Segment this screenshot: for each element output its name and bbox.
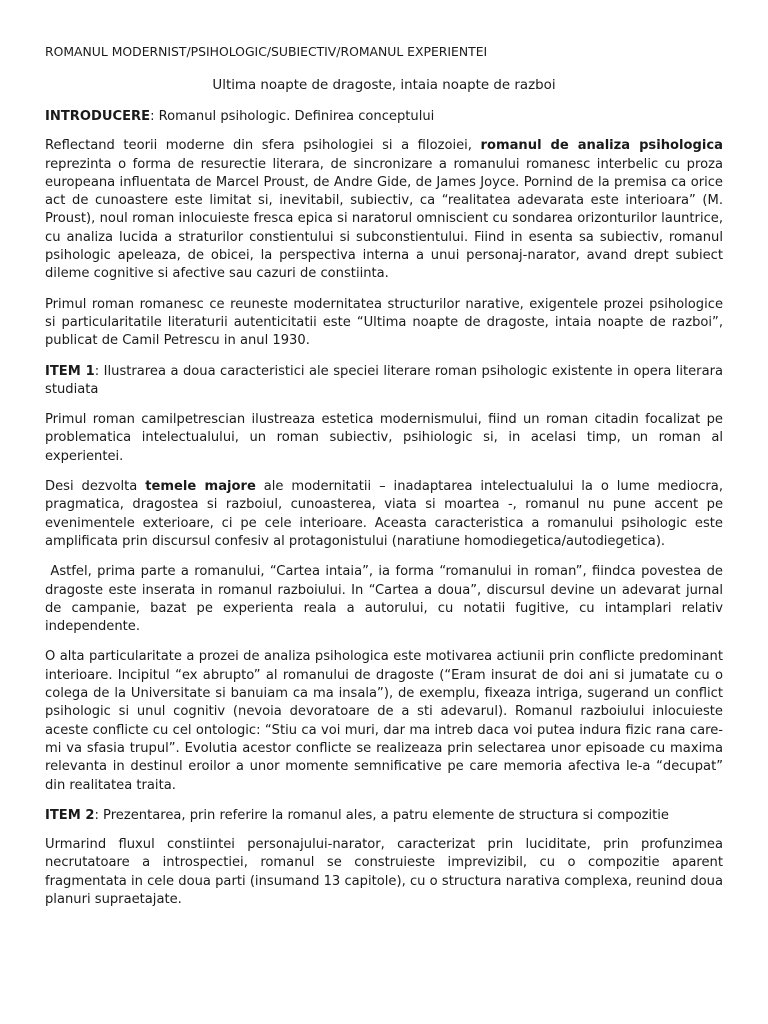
paragraph-1-bold: romanul de analiza psihologica — [480, 138, 723, 154]
item-1-label: ITEM 1 — [45, 363, 95, 379]
paragraph-6: O alta particularitate a prozei de analiza psihologica este motivarea actiunii prin conflicte predominant interioare. Incipitul “ex abrupto” al romanului de dragoste (“Eram insurat de doi ani si jumatate cu o colega de la Universitate si banuiam ca ma insala”), de exemplu, fixeaza intriga, sugerand un conflict psihologic si unul cognitiv (nevoia devoratoare de a sti adevarul). Romanul razboiului inlocuieste aceste conflicte cu cel ontologic: “Stiu ca voi muri, dar ma intreb daca voi putea indura fizic rana care-mi va sfasia trupul”. Evolutia acestor conflicte se realizeaza prin selectarea unor episoade cu maxima relevanta in destinul eroilor a unor momente semnificative pe care memoria afectiva le-a “decupat” din realitatea traita. — [45, 649, 723, 793]
section-item-2 — [45, 807, 723, 825]
paragraph-1-text-a: Reflectand teorii moderne din sfera psihologiei si a filozoiei, — [45, 138, 481, 154]
document-header: ROMANUL MODERNIST/PSIHOLOGIC/SUBIECTIV/ROMANUL EXPERIENTEI — [45, 44, 488, 59]
paragraph-4-bold: temele majore — [145, 479, 256, 495]
paragraph-4-text-b: ale modernitatii – inadaptarea intelectualului la o lume mediocra, pragmatica, dragostea si razboiul, cunoasterea, viata si moartea -, romanul nu pune accent pe evenimentele exterioare, ci pe cele interioare. Aceasta caracteristica a romanului psihologic este amplificata prin discursul confesiv al protagonistului (naratiune homodiegetica/autodiegetica). — [45, 479, 723, 549]
item-2-text: : Prezentarea, prin referire la romanul ales, a patru elemente de structura si compozitie — [94, 807, 669, 823]
paragraph-4-text-a: Desi dezvolta — [45, 479, 146, 495]
paragraph-1-text-b: reprezinta o forma de resurectie literara, de sincronizare a romanului romanesc interbelic cu proza europeana influentata de Marcel Proust, de Andre Gide, de James Joyce. Pornind de la premisa ca orice act de cunoastere este limitat si, inevitabil, subiectiv, ca “realitatea adevarata este interioara” (M. Proust), noul roman inlocuieste fresca epica si naratorul omniscient cu sondarea orizonturilor launtrice, cu analiza lucida a straturilor constientului si subconstientului. Fiind in esenta sa subiectiv, romanul psihologic apeleaza, de obicei, la perspectiva interna a unui personaj-narator, avand drept subiect dileme cognitive si afective sau cazuri de constiinta. — [45, 156, 723, 282]
section-introducere — [45, 108, 723, 126]
introducere-text: : Romanul psihologic. Definirea conceptului — [150, 109, 435, 124]
item-1-text: : Ilustrarea a doua caracteristici ale speciei literare roman psihologic existente in opera literara studiata — [45, 363, 723, 397]
paragraph-2: Primul roman romanesc ce reuneste modernitatea structurilor narative, exigentele prozei psihologice si particularitatile literaturii autenticitatii este “Ultima noapte de dragoste, intaia noapte de razboi”, publicat de Camil Petrescu in anul 1930. — [45, 296, 723, 349]
paragraph-7: Urmarind fluxul constiintei personajului-narator, caracterizat prin luciditate, prin profunzimea necrutatoare a introspectiei, romanul se construieste imprevizibil, cu o compozitie aparent fragmentata in cele doua parti (insumand 13 capitole), cu o structura narativa complexa, reunind doua planuri supraetajate. — [45, 837, 723, 907]
document-title: Ultima noapte de dragoste, intaia noapte de razboi — [212, 78, 556, 93]
introducere-label: INTRODUCERE — [45, 109, 151, 124]
paragraph-1 — [45, 137, 723, 283]
paragraph-5: Astfel, prima parte a romanului, “Cartea intaia”, ia forma “romanului in roman”, fiindca povestea de dragoste este inserata in romanul razboiului. In “Cartea a doua”, discursul devine un adevarat jurnal de campanie, bazat pe experienta reala a autorului, cu notatii fugitive, cu intamplari relativ independente. — [45, 564, 728, 635]
paragraph-3: Primul roman camilpetrescian ilustreaza estetica modernismului, fiind un roman citadin focalizat pe problematica intelectualului, un roman subiectiv, psihiologic si, in acelasi timp, un roman al experientei. — [45, 412, 723, 464]
item-2-label: ITEM 2 — [45, 807, 95, 823]
section-item-1 — [45, 363, 723, 400]
paragraph-4 — [45, 478, 723, 551]
